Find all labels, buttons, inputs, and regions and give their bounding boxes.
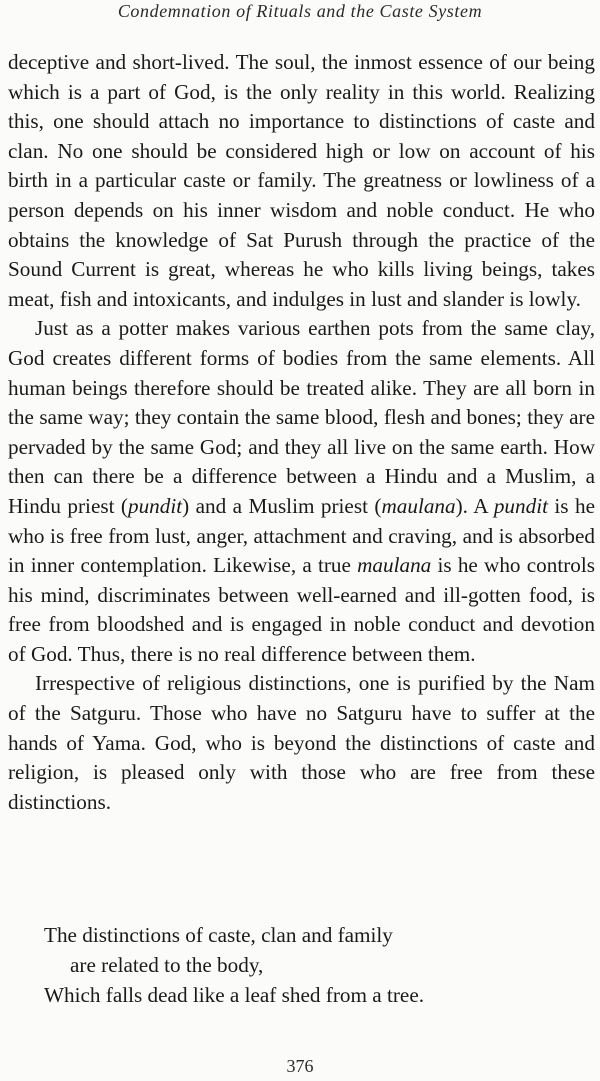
italic-term-maulana: maulana: [381, 493, 456, 518]
paragraph-1: deceptive and short-lived. The soul, the inmost essence of our being which is a part of God, is the only reality in this world. Realizing this, one should attach no importance to distinctions of caste and clan. No one should be considered high or low on account of his birth in a particular caste or family. The greatness or lowliness of a person depends on his inner wisdom and noble conduct. He who obtains the knowledge of Sat Purush through the practice of the Sound Current is great, whereas he who kills living beings, takes meat, fish and intoxicants, and indulges in lust and slander is lowly.: [8, 50, 595, 311]
verse-quote: [44, 920, 424, 1010]
text-segment: Just as a potter makes various earthen pots from the same clay, God creates different forms of bodies from the same elements. All human beings therefore should be treated alike. They are all born in the same way; they contain the same blood, flesh and bones; they are pervaded by the same God; and they all live on the same earth. How then can there be a difference between a Hindu and a Muslim, a Hindu priest (: [8, 316, 595, 518]
text-segment: ) and a Muslim priest (: [182, 493, 382, 518]
verse-line-1: The distinctions of caste, clan and family: [44, 923, 393, 947]
verse-line-2: are related to the body,: [70, 953, 264, 977]
paragraph-3: Irrespective of religious distinctions, one is purified by the Nam of the Satguru. Those who have no Satguru have to suffer at the hands of Yama. God, who is beyond the distinctions of caste and religion, is pleased only with those who are free from these distinctions.: [8, 671, 595, 814]
text-segment: is he who is free from lust, anger, attachment and craving, and is absorbed in inner contemplation. Likewise, a true: [8, 493, 595, 578]
paragraph-2: [8, 314, 595, 669]
running-head: Condemnation of Rituals and the Caste System: [117, 1, 483, 21]
italic-term-pundit: pundit: [127, 493, 183, 518]
body-text: [8, 48, 595, 817]
page-number: 376: [286, 1056, 314, 1076]
italic-term-pundit: pundit: [493, 493, 548, 518]
text-segment: is he who controls his mind, discriminates between well-earned and ill-gotten food, is free from bloodshed and is engaged in noble conduct and devotion of God. Thus, there is no real difference between them.: [8, 553, 595, 666]
italic-term-maulana: maulana: [357, 553, 432, 578]
text-segment: ). A: [455, 493, 494, 518]
verse-line-3: Which falls dead like a leaf shed from a tree.: [44, 983, 425, 1007]
